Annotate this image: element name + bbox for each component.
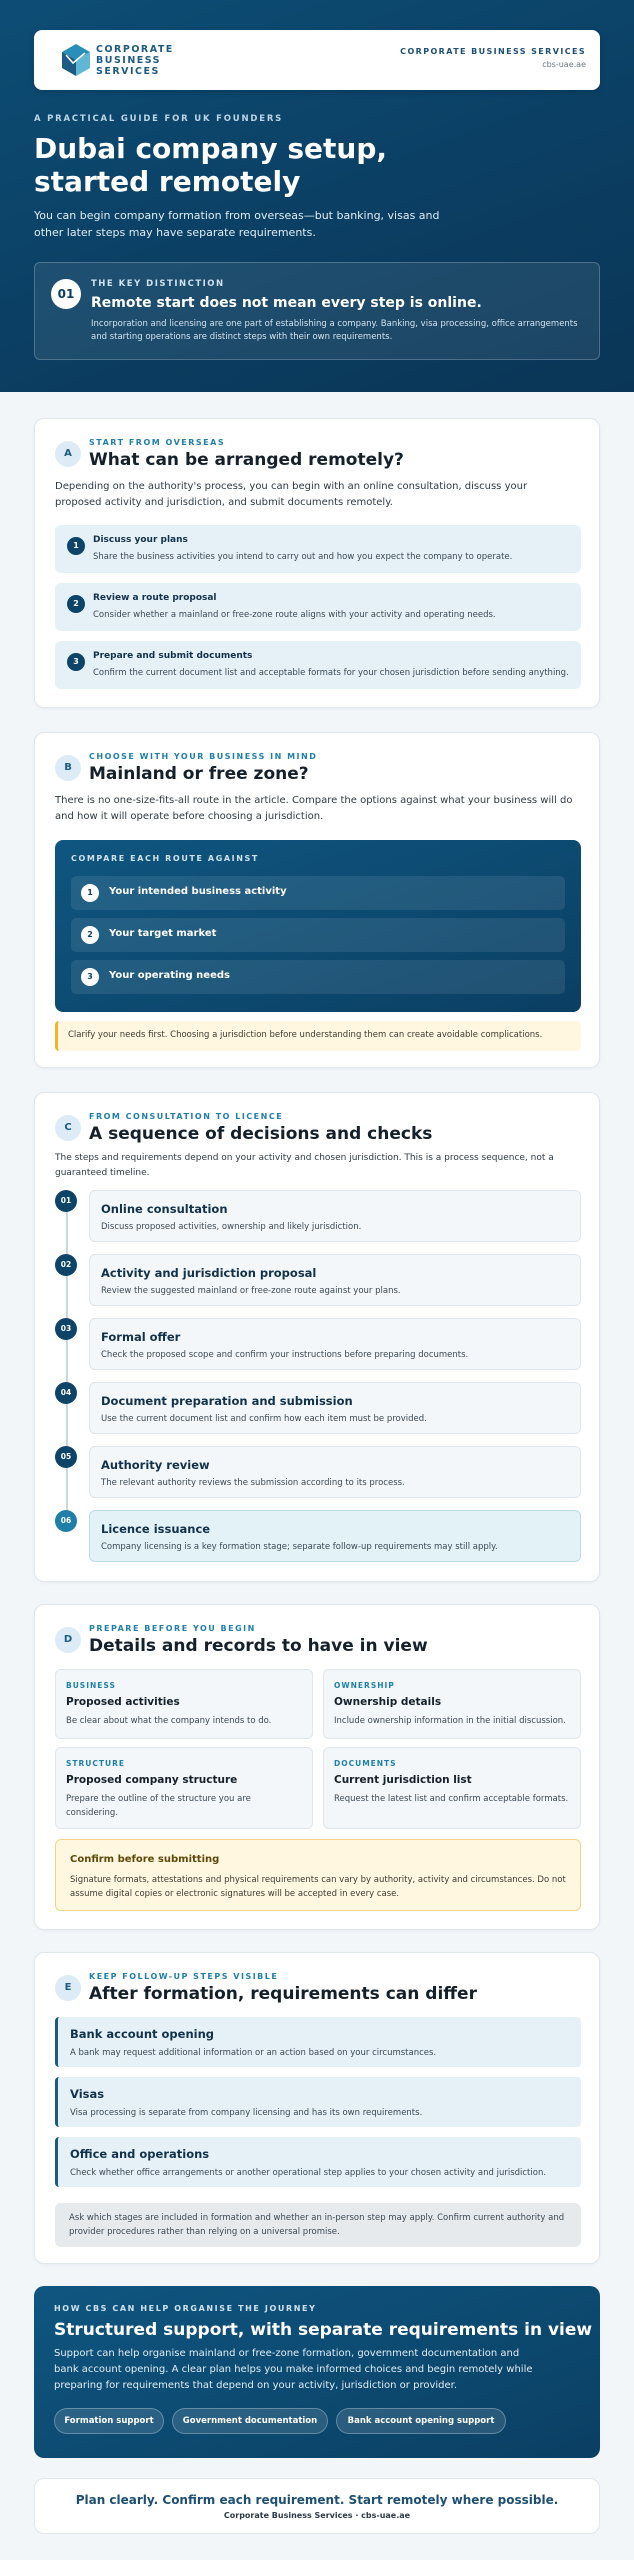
timeline-step: [89, 1254, 581, 1306]
step-item: [55, 583, 581, 631]
route-criterion: [71, 960, 565, 994]
section-eyebrow: PREPARE BEFORE YOU BEGIN: [89, 1624, 256, 1633]
route-eyebrow: COMPARE EACH ROUTE AGAINST: [71, 854, 259, 863]
step-item: [55, 525, 581, 573]
key-number-badge: 01: [51, 279, 81, 309]
timeline-step: [89, 1190, 581, 1242]
timeline-dot: 01: [55, 1190, 77, 1212]
timeline-step-text: Use the current document list and confirm how each item must be provided.: [101, 1414, 427, 1424]
step-title: Review a route proposal: [93, 593, 217, 603]
step-item: [55, 641, 581, 689]
detail-label: DOCUMENTS: [334, 1759, 397, 1768]
detail-text: Prepare the outline of the structure you are considering.: [66, 1794, 251, 1818]
hero-eyebrow: A PRACTICAL GUIDE FOR UK FOUNDERS: [34, 114, 284, 124]
detail-text: Request the latest list and confirm acceptable formats.: [334, 1794, 569, 1804]
section-title: Details and records to have in view: [89, 1636, 428, 1656]
step-text: Share the business activities you intend to carry out and how you expect the company to operate.: [93, 552, 513, 562]
detail-card: [55, 1747, 313, 1829]
logo-wordmark: [96, 44, 174, 77]
timeline-dot: 03: [55, 1318, 77, 1340]
section-title: What can be arranged remotely?: [89, 450, 404, 470]
follow-up-title: Visas: [70, 2087, 105, 2101]
step-number: 2: [67, 595, 85, 613]
footer: [34, 2478, 600, 2534]
follow-up-item: [55, 2137, 581, 2187]
timeline-step-title: Authority review: [101, 1458, 210, 1472]
timeline-step-title: Online consultation: [101, 1202, 228, 1216]
section-intro: There is no one-size-fits-all route in the article. Compare the options against what your business will do and how it will operate before choosing a jurisdiction.: [55, 795, 573, 822]
section-eyebrow: FROM CONSULTATION TO LICENCE: [89, 1112, 284, 1121]
section-intro: The steps and requirements depend on your activity and chosen jurisdiction. This is a process sequence, not a guaranteed timeline.: [55, 1153, 554, 1178]
info-note: Ask which stages are included in formation and whether an in-person step may apply. Confirm current authority and provider procedures rather than relying on a universal promise.: [55, 2203, 581, 2247]
timeline-step: [89, 1318, 581, 1370]
section-intro: Depending on the authority's process, you can begin with an online consultation, discuss your proposed activity and jurisdiction, and submit documents remotely.: [55, 481, 528, 508]
detail-title: Proposed company structure: [66, 1774, 238, 1786]
route-label: Your operating needs: [109, 970, 230, 981]
detail-label: BUSINESS: [66, 1681, 116, 1690]
logo-icon: [61, 43, 91, 77]
website-link[interactable]: cbs-uae.ae: [542, 60, 586, 69]
route-number: 3: [81, 968, 99, 986]
timeline-dot: 04: [55, 1382, 77, 1404]
step-number: 3: [67, 653, 85, 671]
hero-subtitle: You can begin company formation from overseas—but banking, visas and other later steps may have separate requirements.: [34, 209, 440, 239]
section-after-formation: [34, 1952, 600, 2264]
government-documentation-pill[interactable]: Government documentation: [172, 2408, 328, 2434]
timeline-step-title: Licence issuance: [101, 1522, 211, 1536]
timeline-step-text: The relevant authority reviews the submission according to its process.: [101, 1478, 405, 1488]
section-badge: D: [55, 1627, 81, 1653]
section-eyebrow: START FROM OVERSEAS: [89, 438, 226, 447]
cbs-text: Support can help organise mainland or free-zone formation, government documentation and bank account opening. A clear plan helps you make informed choices and begin remotely while preparing for requirements that depend on your activity, jurisdiction or provider.: [54, 2348, 533, 2391]
follow-up-text: A bank may request additional information or an action based on your circumstances.: [70, 2048, 437, 2058]
timeline-step-text: Review the suggested mainland or free-zone route against your plans.: [101, 1286, 401, 1296]
section-sequence: [34, 1092, 600, 1582]
step-title: Prepare and submit documents: [93, 651, 253, 661]
footer-credit: Corporate Business Services · cbs-uae.ae: [223, 2511, 411, 2520]
route-label: Your intended business activity: [109, 886, 287, 897]
timeline-step-title: Document preparation and submission: [101, 1394, 353, 1408]
route-criterion: [71, 876, 565, 910]
warning-note: Clarify your needs first. Choosing a jurisdiction before understanding them can create avoidable complications.: [55, 1021, 581, 1051]
key-text: Incorporation and licensing are one part of establishing a company. Banking, visa processing, office arrangements and starting operations are distinct steps with their own requirements.: [91, 319, 578, 342]
topbar-brand: [400, 47, 586, 69]
timeline-dot: 06: [55, 1510, 77, 1532]
logo-line: SERVICES: [96, 66, 160, 77]
logo-line: BUSINESS: [96, 55, 162, 66]
section-title: After formation, requirements can differ: [89, 1984, 477, 2004]
detail-label: OWNERSHIP: [334, 1681, 395, 1690]
section-badge: E: [55, 1975, 81, 2001]
route-label: Your target market: [109, 928, 217, 939]
detail-title: Proposed activities: [66, 1696, 180, 1708]
logo-line: CORPORATE: [96, 44, 174, 55]
top-bar: [34, 30, 600, 90]
detail-title: Current jurisdiction list: [334, 1774, 472, 1786]
section-title: Mainland or free zone?: [89, 764, 309, 784]
route-number: 1: [81, 884, 99, 902]
key-eyebrow: THE KEY DISTINCTION: [91, 279, 225, 289]
cbs-title: Structured support, with separate requirements in view: [54, 2320, 593, 2340]
key-title: Remote start does not mean every step is online.: [91, 295, 482, 311]
timeline-step-text: Discuss proposed activities, ownership and likely jurisdiction.: [101, 1222, 362, 1232]
timeline-dot: 02: [55, 1254, 77, 1276]
route-comparison-box: [55, 840, 581, 1012]
timeline-step-title: Formal offer: [101, 1330, 181, 1344]
cbs-support-callout: [34, 2286, 600, 2458]
timeline-step: [89, 1382, 581, 1434]
step-number: 1: [67, 537, 85, 555]
detail-text: Include ownership information in the initial discussion.: [334, 1716, 566, 1726]
section-badge: A: [55, 441, 81, 467]
follow-up-item: [55, 2017, 581, 2067]
hero-section: [0, 0, 634, 392]
key-distinction-card: [34, 262, 600, 360]
formation-support-pill[interactable]: Formation support: [54, 2408, 164, 2434]
footer-tagline: Plan clearly. Confirm each requirement. Start remotely where possible.: [75, 2493, 559, 2507]
follow-up-text: Check whether office arrangements or another operational step applies to your chosen activity and jurisdiction.: [70, 2168, 547, 2178]
follow-up-title: Bank account opening: [70, 2027, 215, 2041]
timeline-step: [89, 1446, 581, 1498]
section-remote-arrangements: [34, 418, 600, 708]
timeline-step-text: Check the proposed scope and confirm your instructions before preparing documents.: [101, 1350, 469, 1360]
bank-account-support-pill[interactable]: Bank account opening support: [336, 2408, 506, 2434]
section-title: A sequence of decisions and checks: [89, 1124, 433, 1144]
timeline-step-title: Activity and jurisdiction proposal: [101, 1266, 317, 1280]
step-title: Discuss your plans: [93, 535, 188, 545]
confirm-callout: [55, 1839, 581, 1911]
follow-up-text: Visa processing is separate from company licensing and has its own requirements.: [70, 2108, 423, 2118]
section-eyebrow: KEEP FOLLOW-UP STEPS VISIBLE: [89, 1972, 279, 1981]
route-criterion: [71, 918, 565, 952]
step-text: Confirm the current document list and acceptable formats for your chosen jurisdiction before sending anything.: [93, 668, 569, 678]
confirm-title: Confirm before submitting: [70, 1854, 220, 1865]
follow-up-title: Office and operations: [70, 2147, 210, 2161]
confirm-text: Signature formats, attestations and physical requirements can vary by authority, activity and circumstances. Do not assume digital copies or electronic signatures will be accepted in every case.: [70, 1875, 566, 1899]
detail-label: STRUCTURE: [66, 1759, 125, 1768]
route-number: 2: [81, 926, 99, 944]
detail-text: Be clear about what the company intends to do.: [66, 1716, 272, 1726]
step-text: Consider whether a mainland or free-zone route aligns with your activity and operating needs.: [93, 610, 496, 620]
section-badge: C: [55, 1115, 81, 1141]
section-mainland-free-zone: [34, 732, 600, 1068]
detail-card: [55, 1669, 313, 1739]
timeline-step-highlighted: [89, 1510, 581, 1562]
section-eyebrow: CHOOSE WITH YOUR BUSINESS IN MIND: [89, 752, 318, 761]
company-name: CORPORATE BUSINESS SERVICES: [400, 47, 586, 56]
timeline-dot: 05: [55, 1446, 77, 1468]
timeline-step-text: Company licensing is a key formation stage; separate follow-up requirements may still apply.: [101, 1542, 498, 1552]
detail-card: [323, 1747, 581, 1829]
section-badge: B: [55, 755, 81, 781]
detail-title: Ownership details: [334, 1696, 442, 1708]
section-details-records: [34, 1604, 600, 1930]
timeline-line: [66, 1201, 68, 1519]
follow-up-item: [55, 2077, 581, 2127]
detail-card: [323, 1669, 581, 1739]
page-title: Dubai company setup, started remotely: [34, 132, 387, 198]
cbs-eyebrow: HOW CBS CAN HELP ORGANISE THE JOURNEY: [54, 2304, 317, 2313]
